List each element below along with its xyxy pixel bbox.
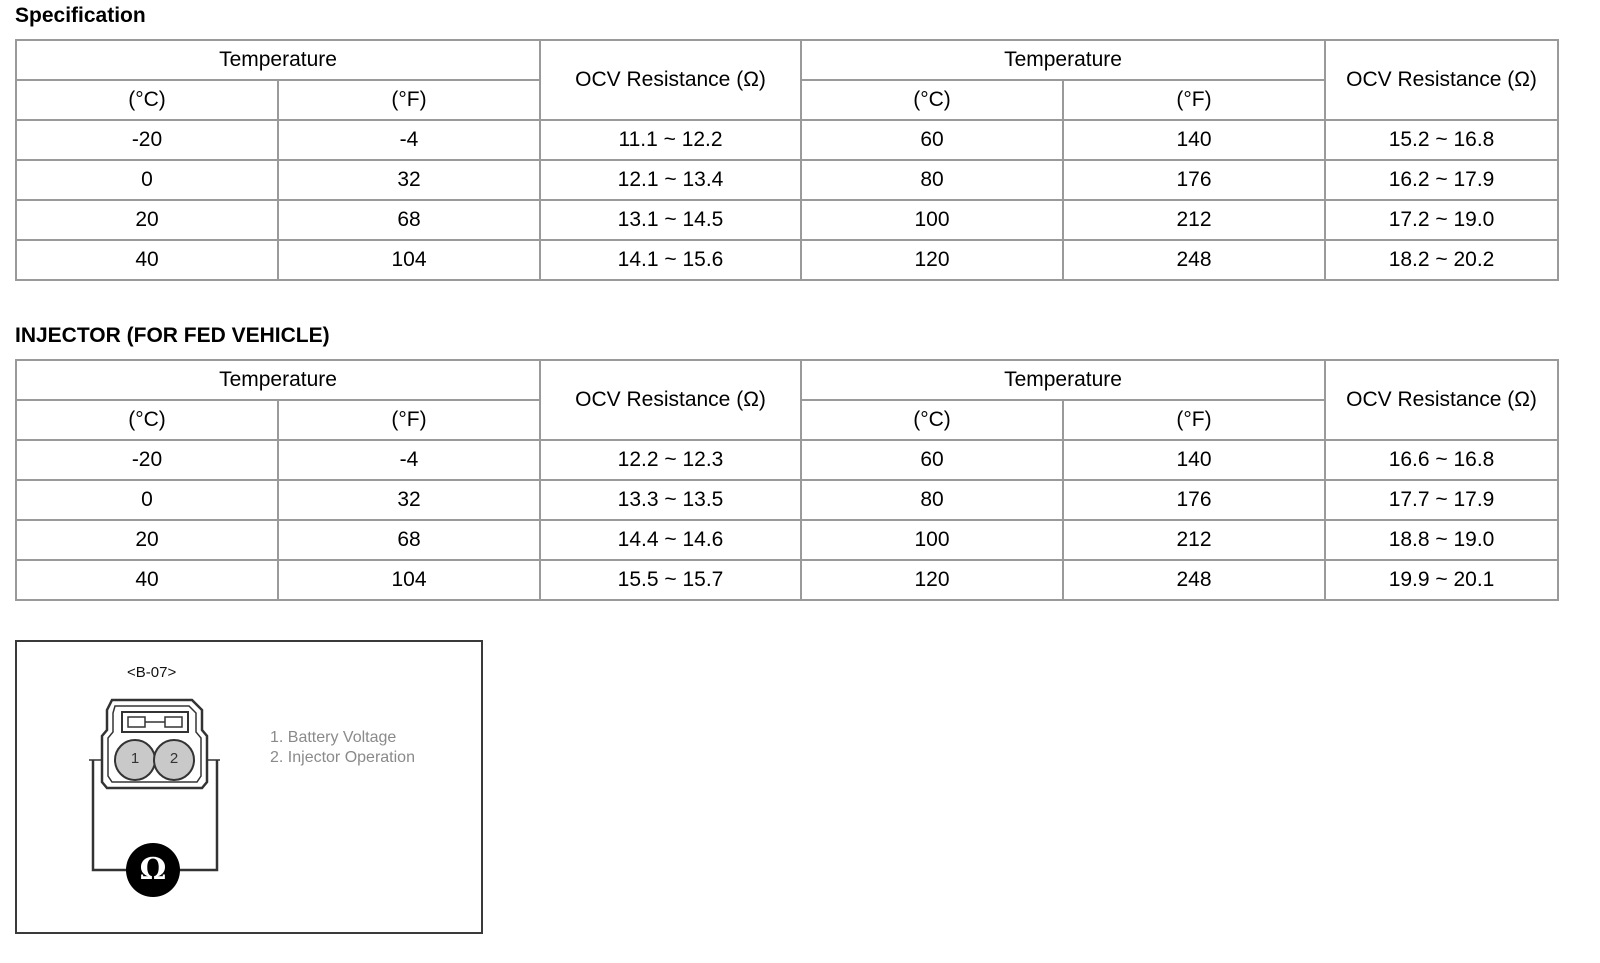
temperature-header: Temperature — [801, 40, 1325, 80]
ocv-resistance-header: OCV Resistance (Ω) — [540, 40, 801, 120]
table-cell: 17.2 ~ 19.0 — [1325, 200, 1558, 240]
fahrenheit-header: (°F) — [1063, 400, 1325, 440]
table-cell: 20 — [16, 520, 278, 560]
table-cell: -4 — [278, 120, 540, 160]
table-cell: 212 — [1063, 200, 1325, 240]
table-cell: 18.8 ~ 19.0 — [1325, 520, 1558, 560]
table-cell: 100 — [801, 200, 1063, 240]
table-cell: 104 — [278, 560, 540, 600]
table-header-row — [16, 40, 1558, 80]
table-cell: 0 — [16, 480, 278, 520]
table-row — [16, 480, 1558, 520]
table-cell: 68 — [278, 520, 540, 560]
celsius-header: (°C) — [16, 400, 278, 440]
legend-item-injector-operation: 2. Injector Operation — [270, 749, 415, 766]
table-row — [16, 160, 1558, 200]
table-cell: 120 — [801, 240, 1063, 280]
table-header-row — [16, 360, 1558, 400]
table-row — [16, 200, 1558, 240]
table-cell: 248 — [1063, 240, 1325, 280]
table-cell: 13.3 ~ 13.5 — [540, 480, 801, 520]
fahrenheit-header: (°F) — [1063, 80, 1325, 120]
connector-label: <B-07> — [127, 664, 177, 681]
table-row — [16, 560, 1558, 600]
table-cell: 32 — [278, 160, 540, 200]
table-cell: 15.2 ~ 16.8 — [1325, 120, 1558, 160]
table-cell: 32 — [278, 480, 540, 520]
table-cell: 12.1 ~ 13.4 — [540, 160, 801, 200]
table-cell: 104 — [278, 240, 540, 280]
pin-2-label: 2 — [169, 750, 179, 767]
table-cell: 12.2 ~ 12.3 — [540, 440, 801, 480]
spec-table — [15, 39, 1559, 281]
table-cell: 60 — [801, 440, 1063, 480]
temperature-header: Temperature — [16, 360, 540, 400]
table-cell: 120 — [801, 560, 1063, 600]
ocv-resistance-header: OCV Resistance (Ω) — [1325, 360, 1558, 440]
celsius-header: (°C) — [16, 80, 278, 120]
table-cell: 14.4 ~ 14.6 — [540, 520, 801, 560]
table-cell: 176 — [1063, 480, 1325, 520]
table-cell: 40 — [16, 240, 278, 280]
temperature-header: Temperature — [16, 40, 540, 80]
table-cell: 80 — [801, 160, 1063, 200]
table-cell: -4 — [278, 440, 540, 480]
table-cell: 68 — [278, 200, 540, 240]
fahrenheit-header: (°F) — [278, 80, 540, 120]
table-cell: 140 — [1063, 120, 1325, 160]
table-cell: 20 — [16, 200, 278, 240]
connector-drawing — [17, 642, 481, 932]
temperature-header: Temperature — [801, 360, 1325, 400]
table-row — [16, 440, 1558, 480]
section-title-injector: INJECTOR (FOR FED VEHICLE) — [15, 324, 330, 347]
table-cell: 14.1 ~ 15.6 — [540, 240, 801, 280]
table-cell: 15.5 ~ 15.7 — [540, 560, 801, 600]
table-cell: 80 — [801, 480, 1063, 520]
table-cell: 0 — [16, 160, 278, 200]
fahrenheit-header: (°F) — [278, 400, 540, 440]
table-row — [16, 520, 1558, 560]
celsius-header: (°C) — [801, 400, 1063, 440]
table-cell: 13.1 ~ 14.5 — [540, 200, 801, 240]
connector-diagram — [15, 640, 483, 934]
table-cell: 248 — [1063, 560, 1325, 600]
table-cell: 19.9 ~ 20.1 — [1325, 560, 1558, 600]
celsius-header: (°C) — [801, 80, 1063, 120]
table-cell: 100 — [801, 520, 1063, 560]
table-cell: 11.1 ~ 12.2 — [540, 120, 801, 160]
table-cell: 17.7 ~ 17.9 — [1325, 480, 1558, 520]
table-cell: 176 — [1063, 160, 1325, 200]
table-cell: 60 — [801, 120, 1063, 160]
table-cell: 18.2 ~ 20.2 — [1325, 240, 1558, 280]
table-cell: 16.6 ~ 16.8 — [1325, 440, 1558, 480]
ocv-resistance-header: OCV Resistance (Ω) — [1325, 40, 1558, 120]
table-cell: -20 — [16, 440, 278, 480]
section-title-specification: Specification — [15, 4, 146, 27]
table-cell: 140 — [1063, 440, 1325, 480]
table-cell: 40 — [16, 560, 278, 600]
table-cell: 16.2 ~ 17.9 — [1325, 160, 1558, 200]
table-row — [16, 120, 1558, 160]
pin-1-label: 1 — [130, 750, 140, 767]
ocv-resistance-header: OCV Resistance (Ω) — [540, 360, 801, 440]
ohm-symbol: Ω — [139, 852, 167, 887]
pin-legend — [270, 728, 415, 768]
table-cell: -20 — [16, 120, 278, 160]
injector-spec-table — [15, 359, 1559, 601]
table-cell: 212 — [1063, 520, 1325, 560]
legend-item-battery-voltage: 1. Battery Voltage — [270, 729, 397, 746]
table-row — [16, 240, 1558, 280]
